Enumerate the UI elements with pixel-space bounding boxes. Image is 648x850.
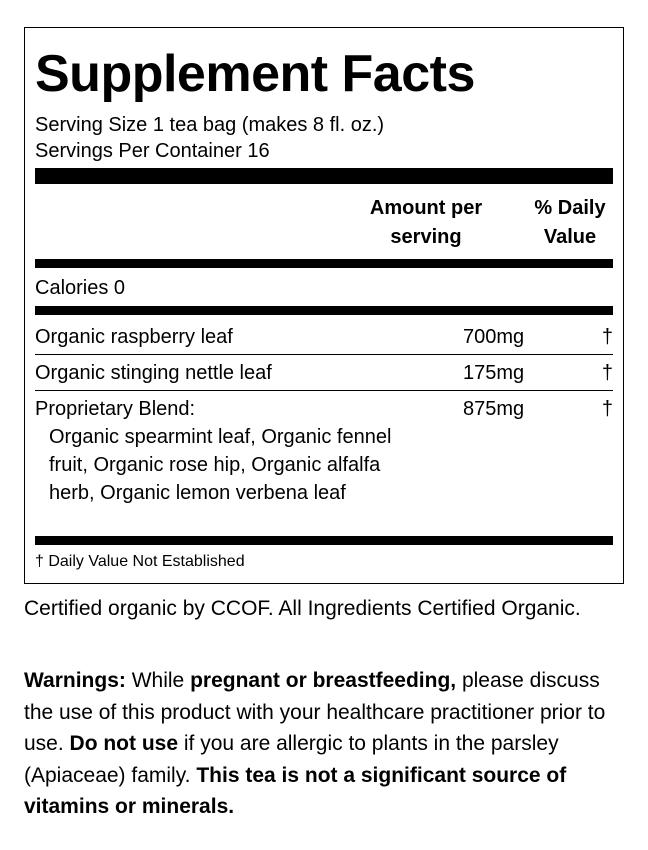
daily-value-mark: † <box>601 362 613 384</box>
serving-size: Serving Size 1 tea bag (makes 8 fl. oz.) <box>35 114 385 136</box>
ingredient-name: Organic raspberry leaf <box>35 326 233 348</box>
ingredient-amount: 175mg <box>463 362 525 384</box>
divider-medium <box>35 259 613 268</box>
ingredient-name: Organic stinging nettle leaf <box>35 362 272 384</box>
footnote: † Daily Value Not Established <box>35 553 245 570</box>
ingredient-amount: 700mg <box>463 326 525 348</box>
warnings-label: Warnings: <box>24 669 126 692</box>
ingredient-row <box>35 319 613 355</box>
calories-line: Calories 0 <box>35 277 126 299</box>
daily-value-mark: † <box>601 398 613 420</box>
warnings-text: Warnings: While pregnant or breastfeeding, please discuss the use of this product with your healthcare practitioner prior to use. Do not use if you are allergic to plants in the parsley (Apiaceae) family. This tea is not a significant source of vitamins or minerals. <box>24 669 606 818</box>
divider-medium <box>35 536 613 545</box>
column-header <box>35 184 613 259</box>
proprietary-blend-row <box>35 391 613 536</box>
supplement-facts-panel <box>24 27 624 584</box>
daily-value-mark: † <box>601 326 613 348</box>
divider-thick <box>35 168 613 184</box>
amount-header: Amount per serving <box>369 197 483 248</box>
ingredient-row <box>35 355 613 391</box>
ingredient-amount: 875mg <box>463 398 525 420</box>
divider-medium <box>35 306 613 315</box>
certification-text: Certified organic by CCOF. All Ingredients Certified Organic. <box>24 597 581 620</box>
blend-ingredients: Organic spearmint leaf, Organic fennel fruit, Organic rose hip, Organic alfalfa herb, Organic lemon verbena leaf <box>49 426 392 504</box>
panel-title: Supplement Facts <box>35 45 475 103</box>
blend-name: Proprietary Blend: <box>35 398 196 420</box>
servings-per-container: Servings Per Container 16 <box>35 140 270 162</box>
daily-value-header: % Daily Value <box>534 197 606 248</box>
